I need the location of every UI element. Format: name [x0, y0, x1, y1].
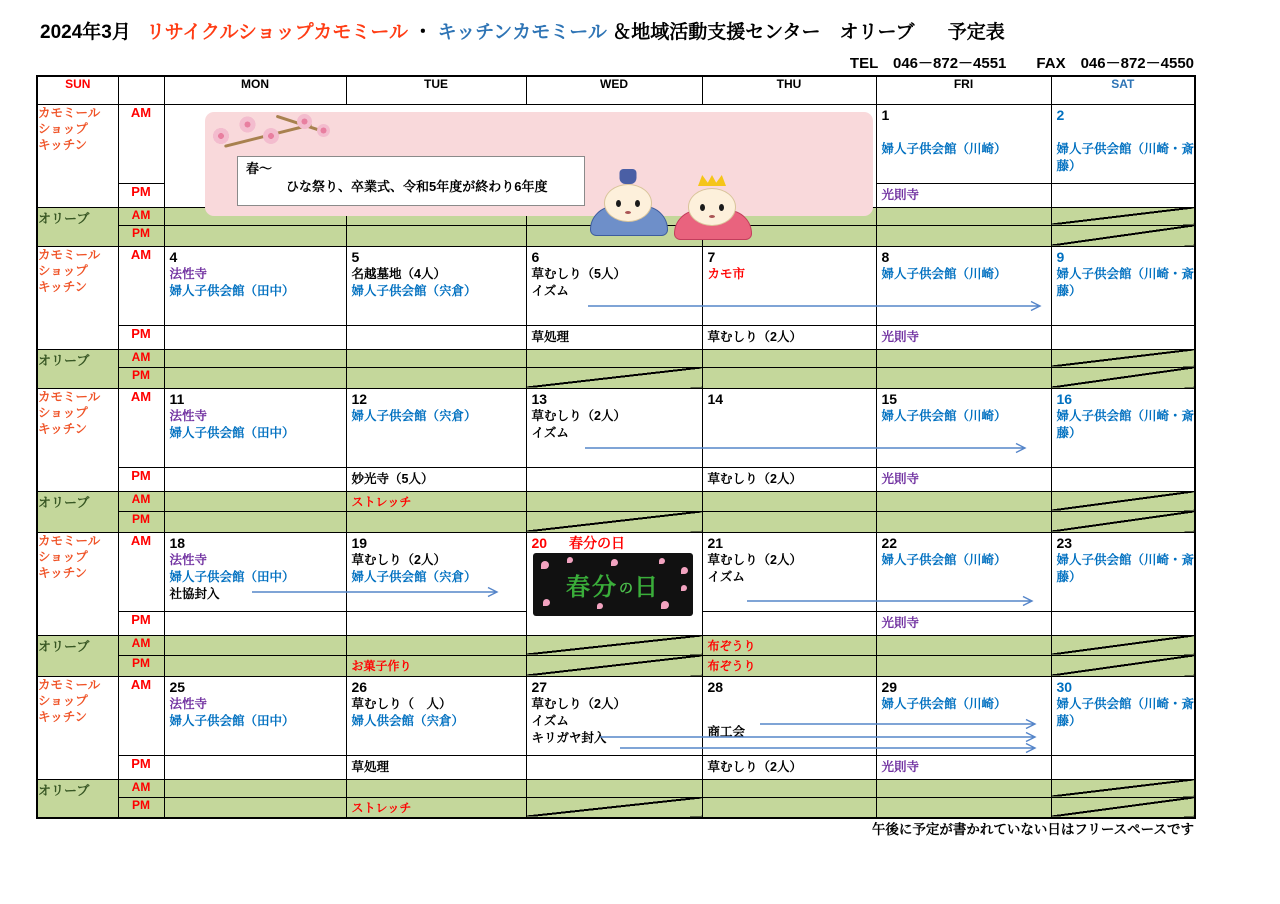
w1-spring-banner-cell	[164, 104, 876, 207]
w4-tue-gpm	[346, 655, 526, 676]
w3-am-row	[37, 388, 1195, 467]
w2-chamomile-label	[37, 246, 118, 349]
w5-chamomile-label	[37, 676, 118, 779]
schedule-item: 婦人子供会館（川崎）	[881, 408, 1007, 423]
w5-sat-gpm-closed	[1051, 797, 1195, 818]
w4-am-row	[37, 532, 1195, 611]
w4-sat-gam-closed	[1051, 635, 1195, 655]
day-number: 25	[169, 678, 186, 695]
schedule-item: 光則寺	[881, 471, 920, 486]
w3-fri-gpm	[876, 511, 1051, 532]
day-number: 19	[351, 534, 368, 551]
w3-olive-label: オリーブ	[37, 491, 118, 532]
w4-olive-am-row	[37, 635, 1195, 655]
w2-olive-am-row	[37, 349, 1195, 367]
schedule-item: お菓子作り	[351, 658, 412, 673]
day-number: 30	[1056, 678, 1073, 695]
w5-thu-gam	[702, 779, 876, 797]
w4-wed-holiday-cell	[526, 532, 702, 635]
w4-tue-am	[346, 532, 526, 611]
w5-tue-gam	[346, 779, 526, 797]
w4-tue-pm	[346, 611, 526, 635]
chamomile-label-line: キッチン	[38, 421, 88, 436]
w2-sat-am	[1051, 246, 1195, 325]
title-schedule-label: 予定表	[947, 22, 1005, 43]
schedule-item: 法性寺	[169, 266, 208, 281]
schedule-item: 光則寺	[881, 329, 920, 344]
header-fri: FRI	[876, 76, 1051, 104]
schedule-item: イズム	[707, 569, 745, 584]
w4-fri-pm	[876, 611, 1051, 635]
w3-fri-pm	[876, 467, 1051, 491]
w5-mon-gam	[164, 779, 346, 797]
w1-mon-gpm	[164, 225, 346, 246]
schedule-item: 布ぞうり	[707, 638, 756, 653]
schedule-item: 婦人子供会館（川崎・斎藤）	[1056, 552, 1195, 584]
schedule-item: 光則寺	[881, 187, 920, 202]
w5-tue-gpm	[346, 797, 526, 818]
w2-fri-gpm	[876, 367, 1051, 388]
schedule-item: 婦人子供会館（田中）	[169, 569, 295, 584]
day-number: 22	[881, 534, 898, 551]
header-sun: SUN	[37, 76, 118, 104]
badge-text: 日	[634, 574, 660, 601]
holiday-day-number: 20	[531, 534, 548, 551]
w5-olive-pm-label: PM	[118, 797, 164, 818]
schedule-item: 婦人子供会館（川崎・斎藤）	[1056, 696, 1195, 728]
w2-am-label: AM	[118, 246, 164, 325]
w4-mon-gam	[164, 635, 346, 655]
w5-sat-gam-closed	[1051, 779, 1195, 797]
tel-fax-line: TEL 046－872－4551 FAX 046－872－4550	[849, 55, 1194, 72]
schedule-item: 婦人子供会館（田中）	[169, 283, 295, 298]
day-number: 21	[707, 534, 724, 551]
chamomile-label-line: キッチン	[38, 565, 88, 580]
schedule-item: 草むしり（2人）	[707, 759, 802, 774]
w2-tue-gpm	[346, 367, 526, 388]
w2-fri-pm	[876, 325, 1051, 349]
day-number: 15	[881, 390, 898, 407]
w3-am-label: AM	[118, 388, 164, 467]
schedule-item: 光則寺	[881, 759, 920, 774]
w4-fri-gam	[876, 635, 1051, 655]
w1-olive-pm-label: PM	[118, 225, 164, 246]
w2-pm-row	[37, 325, 1195, 349]
spring-message-line1: 春〜	[246, 161, 273, 176]
w2-wed-am	[526, 246, 702, 325]
w5-thu-pm	[702, 755, 876, 779]
header-tue: TUE	[346, 76, 526, 104]
w5-fri-gpm	[876, 797, 1051, 818]
w1-tue-gpm	[346, 225, 526, 246]
schedule-item: 草処理	[351, 759, 390, 774]
w2-wed-gam	[526, 349, 702, 367]
w4-wed-gpm-closed	[526, 655, 702, 676]
w2-thu-gam	[702, 349, 876, 367]
schedule-item: 草むしり（2人）	[707, 552, 802, 567]
w5-fri-am	[876, 676, 1051, 755]
w5-am-label: AM	[118, 676, 164, 755]
day-number: 9	[1056, 248, 1065, 265]
schedule-item: 婦人子供会館（宍倉）	[351, 569, 477, 584]
w5-am-row	[37, 676, 1195, 755]
schedule-item: 婦人子供会館（田中）	[169, 425, 295, 440]
schedule-item: ストレッチ	[351, 494, 412, 509]
w3-chamomile-label	[37, 388, 118, 491]
w2-olive-pm-row	[37, 367, 1195, 388]
w2-olive-label: オリーブ	[37, 349, 118, 388]
day-number: 16	[1056, 390, 1073, 407]
w5-wed-gam	[526, 779, 702, 797]
w1-sat-pm	[1051, 183, 1195, 207]
badge-text-small: の	[619, 579, 633, 596]
w3-wed-pm	[526, 467, 702, 491]
w1-wed-gam	[526, 207, 702, 225]
w1-fri-am	[876, 104, 1051, 183]
schedule-item: 婦人子供会館（宍倉）	[351, 283, 477, 298]
schedule-item: 草むしり（2人）	[531, 696, 626, 711]
w3-tue-gam	[346, 491, 526, 511]
schedule-item: 婦人子供会館（川崎）	[881, 552, 1007, 567]
w2-pm-label: PM	[118, 325, 164, 349]
w2-thu-am	[702, 246, 876, 325]
schedule-item: 婦人子供会館（川崎）	[881, 141, 1007, 156]
day-number: 6	[531, 248, 540, 265]
w1-olive-am-label: AM	[118, 207, 164, 225]
chamomile-label-line: ショップ	[38, 263, 88, 278]
w5-wed-am	[526, 676, 702, 755]
w5-thu-am	[702, 676, 876, 755]
w4-sat-gpm-closed	[1051, 655, 1195, 676]
weekday-header-row	[37, 76, 1195, 104]
w5-fri-gam	[876, 779, 1051, 797]
w3-olive-am-label: AM	[118, 491, 164, 511]
schedule-item: 婦人子供会館（川崎・斎藤）	[1056, 408, 1195, 440]
w2-mon-am	[164, 246, 346, 325]
w5-wed-pm	[526, 755, 702, 779]
w2-mon-pm	[164, 325, 346, 349]
day-number: 28	[707, 678, 724, 695]
chamomile-label-line: ショップ	[38, 121, 88, 136]
w4-olive-pm-label: PM	[118, 655, 164, 676]
w1-olive-pm-row	[37, 225, 1195, 246]
w2-olive-am-label: AM	[118, 349, 164, 367]
w5-sat-am	[1051, 676, 1195, 755]
w3-sat-pm	[1051, 467, 1195, 491]
day-number	[527, 533, 702, 552]
schedule-item: 草むしり（2人）	[707, 471, 802, 486]
w4-thu-gam	[702, 635, 876, 655]
w5-mon-gpm	[164, 797, 346, 818]
w1-olive-label: オリーブ	[37, 207, 118, 246]
w2-mon-gpm	[164, 367, 346, 388]
chamomile-label-line: カモミール	[38, 533, 101, 548]
w2-olive-pm-label: PM	[118, 367, 164, 388]
w4-sat-pm	[1051, 611, 1195, 635]
schedule-item: 婦人子供会館（田中）	[169, 713, 295, 728]
w3-sat-gam-closed	[1051, 491, 1195, 511]
header-thu: THU	[702, 76, 876, 104]
w4-mon-pm	[164, 611, 346, 635]
chamomile-label-line: キッチン	[38, 137, 88, 152]
w3-sat-gpm-closed	[1051, 511, 1195, 532]
title-kitchen-name: キッチンカモミール	[437, 22, 607, 43]
w3-fri-am	[876, 388, 1051, 467]
w4-mon-am	[164, 532, 346, 611]
chamomile-label-line: キッチン	[38, 279, 88, 294]
w1-wed-gpm	[526, 225, 702, 246]
w2-am-row	[37, 246, 1195, 325]
schedule-item: 法性寺	[169, 696, 208, 711]
afternoon-free-space-note: 午後に予定が書かれていない日はフリースペースです	[871, 822, 1194, 837]
w5-olive-pm-row	[37, 797, 1195, 818]
day-number: 8	[881, 248, 890, 265]
w3-olive-am-row	[37, 491, 1195, 511]
w3-pm-label: PM	[118, 467, 164, 491]
header-mon: MON	[164, 76, 346, 104]
w3-tue-gpm	[346, 511, 526, 532]
chamomile-label-line: ショップ	[38, 693, 88, 708]
w4-tue-gam	[346, 635, 526, 655]
schedule-item: イズム	[531, 713, 569, 728]
w5-fri-pm	[876, 755, 1051, 779]
w5-pm-row	[37, 755, 1195, 779]
schedule-item: 法性寺	[169, 408, 208, 423]
w1-sat-gam-closed	[1051, 207, 1195, 225]
w3-olive-pm-row	[37, 511, 1195, 532]
day-number: 11	[169, 390, 185, 407]
w4-sat-am	[1051, 532, 1195, 611]
w3-thu-gpm	[702, 511, 876, 532]
w1-am-row	[37, 104, 1195, 183]
w1-thu-gpm	[702, 225, 876, 246]
w4-olive-am-label: AM	[118, 635, 164, 655]
w5-thu-gpm	[702, 797, 876, 818]
w3-wed-am	[526, 388, 702, 467]
chamomile-label-line: カモミール	[38, 677, 101, 692]
w1-sat-am	[1051, 104, 1195, 183]
holiday-name: 春分の日	[568, 534, 625, 551]
w3-tue-pm	[346, 467, 526, 491]
schedule-item: 光則寺	[881, 615, 920, 630]
w4-am-label: AM	[118, 532, 164, 611]
day-number: 18	[169, 534, 186, 551]
day-number: 26	[351, 678, 368, 695]
schedule-item: カモ市	[707, 266, 746, 281]
w3-tue-am	[346, 388, 526, 467]
w4-chamomile-label	[37, 532, 118, 635]
w1-olive-am-row	[37, 207, 1195, 225]
w4-thu-gpm	[702, 655, 876, 676]
day-number: 12	[351, 390, 368, 407]
schedule-item: 婦人子供会館（川崎・斎藤）	[1056, 141, 1195, 173]
schedule-item: 草処理	[531, 329, 570, 344]
w1-pm-label: PM	[118, 183, 164, 207]
chamomile-label-line: カモミール	[38, 247, 101, 262]
w5-sat-pm	[1051, 755, 1195, 779]
schedule-item: 婦人子供会館（宍倉）	[351, 408, 477, 423]
w4-olive-pm-row	[37, 655, 1195, 676]
w3-mon-gam	[164, 491, 346, 511]
day-number: 27	[531, 678, 548, 695]
schedule-item: ストレッチ	[351, 800, 412, 815]
schedule-item: 婦人子供会館（川崎・斎藤）	[1056, 266, 1195, 298]
w3-thu-am	[702, 388, 876, 467]
schedule-item: 草むしり（2人）	[351, 552, 446, 567]
w2-tue-pm	[346, 325, 526, 349]
w1-fri-pm	[876, 183, 1051, 207]
chamomile-label-line: キッチン	[38, 709, 88, 724]
schedule-item: 婦人供会館（宍倉）	[351, 713, 465, 728]
w2-wed-gpm-closed	[526, 367, 702, 388]
w2-thu-pm	[702, 325, 876, 349]
schedule-item: 法性寺	[169, 552, 208, 567]
chamomile-label-line: カモミール	[38, 105, 101, 120]
day-number: 14	[707, 390, 724, 407]
schedule-item: 布ぞうり	[707, 658, 756, 673]
w2-sat-gpm-closed	[1051, 367, 1195, 388]
header-ampm-col	[118, 76, 164, 104]
chamomile-label-line: ショップ	[38, 549, 88, 564]
schedule-item: イズム	[531, 283, 569, 298]
schedule-item: 名越墓地（4人）	[351, 266, 446, 281]
w5-olive-am-label: AM	[118, 779, 164, 797]
w1-thu-gam	[702, 207, 876, 225]
day-number: 23	[1056, 534, 1073, 551]
w1-chamomile-label	[37, 104, 118, 207]
w3-mon-am	[164, 388, 346, 467]
w1-fri-gpm	[876, 225, 1051, 246]
schedule-item: 妙光寺（5人）	[351, 471, 434, 486]
schedule-item: 草むしり（ 人）	[351, 696, 452, 711]
w2-sat-gam-closed	[1051, 349, 1195, 367]
schedule-item: 婦人子供会館（川崎）	[881, 266, 1007, 281]
w2-thu-gpm	[702, 367, 876, 388]
w4-thu-pm	[702, 611, 876, 635]
w5-tue-am	[346, 676, 526, 755]
w5-tue-pm	[346, 755, 526, 779]
title-separator: ・	[413, 22, 433, 43]
w2-tue-am	[346, 246, 526, 325]
w4-mon-gpm	[164, 655, 346, 676]
title-shop-name: リサイクルショップカモミール	[146, 22, 409, 43]
chamomile-label-line: ショップ	[38, 405, 88, 420]
w4-wed-gam-closed	[526, 635, 702, 655]
w1-mon-gam	[164, 207, 346, 225]
schedule-item: 商工会	[707, 724, 746, 739]
day-number: 29	[881, 678, 898, 695]
w3-mon-pm	[164, 467, 346, 491]
title-center-name: ＆地域活動支援センター オリーブ	[612, 22, 915, 43]
schedule-item: 草むしり（5人）	[531, 266, 626, 281]
header-sat: SAT	[1051, 76, 1195, 104]
title-month: 2024年3月	[40, 22, 131, 43]
spring-message-line2: ひな祭り、卒業式、令和5年度が終わり6年度	[286, 179, 548, 194]
w5-olive-am-row	[37, 779, 1195, 797]
day-number: 13	[531, 390, 548, 407]
w4-pm-label: PM	[118, 611, 164, 635]
header-wed: WED	[526, 76, 702, 104]
w2-tue-gam	[346, 349, 526, 367]
w3-thu-pm	[702, 467, 876, 491]
w3-fri-gam	[876, 491, 1051, 511]
day-number: 5	[351, 248, 360, 265]
w1-fri-gam	[876, 207, 1051, 225]
w3-wed-gpm-closed	[526, 511, 702, 532]
w3-sat-am	[1051, 388, 1195, 467]
schedule-item: 草むしり（2人）	[531, 408, 626, 423]
w2-mon-gam	[164, 349, 346, 367]
w1-tue-gam	[346, 207, 526, 225]
w2-wed-pm	[526, 325, 702, 349]
schedule-item: イズム	[531, 425, 569, 440]
schedule-item: 草むしり（2人）	[707, 329, 802, 344]
w4-thu-am	[702, 532, 876, 611]
w1-sat-gpm-closed	[1051, 225, 1195, 246]
w5-pm-label: PM	[118, 755, 164, 779]
badge-text: 春分	[566, 574, 618, 601]
calendar-table	[36, 75, 1196, 819]
w1-am-label: AM	[118, 104, 164, 183]
w4-fri-gpm	[876, 655, 1051, 676]
w2-sat-pm	[1051, 325, 1195, 349]
w5-mon-am	[164, 676, 346, 755]
w2-fri-gam	[876, 349, 1051, 367]
w2-fri-am	[876, 246, 1051, 325]
w4-olive-label: オリーブ	[37, 635, 118, 676]
day-number: 1	[881, 106, 890, 123]
schedule-item: 婦人子供会館（川崎）	[881, 696, 1007, 711]
schedule-item: キリガヤ封入	[531, 730, 607, 745]
w5-wed-gpm-closed	[526, 797, 702, 818]
page-title	[40, 17, 1005, 44]
schedule-item: 社協封入	[169, 586, 220, 601]
day-number: 4	[169, 248, 178, 265]
w3-wed-gam	[526, 491, 702, 511]
day-number: 7	[707, 248, 716, 265]
w5-olive-label: オリーブ	[37, 779, 118, 818]
w3-olive-pm-label: PM	[118, 511, 164, 532]
chamomile-label-line: カモミール	[38, 389, 101, 404]
w3-mon-gpm	[164, 511, 346, 532]
w3-pm-row	[37, 467, 1195, 491]
w3-thu-gam	[702, 491, 876, 511]
day-number: 2	[1056, 106, 1065, 123]
w5-mon-pm	[164, 755, 346, 779]
w4-fri-am	[876, 532, 1051, 611]
